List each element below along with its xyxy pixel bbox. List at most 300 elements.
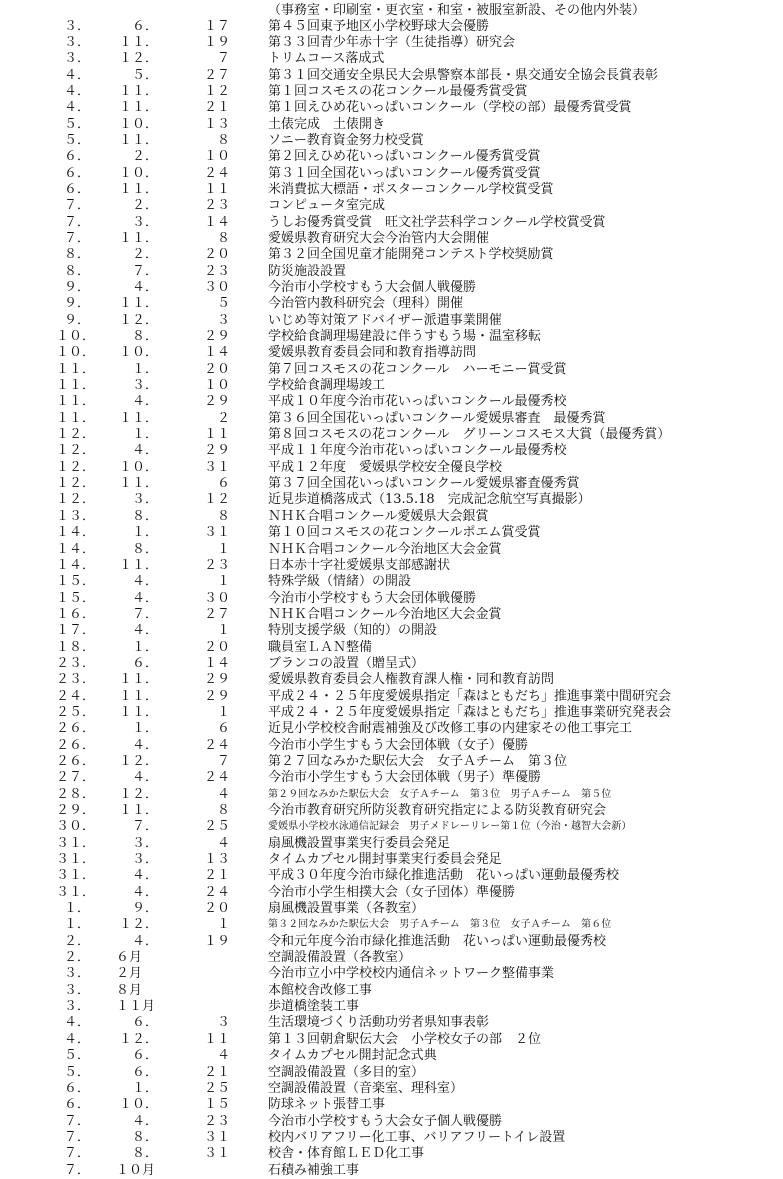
row-event: 第３６回全国花いっぱいコンクール愛媛県審査 最優秀賞 [268, 410, 606, 426]
row-year: １１． [56, 378, 96, 394]
history-row [0, 166, 783, 182]
row-day: １５ [203, 1097, 230, 1113]
row-day: ６ [216, 721, 230, 737]
history-row [0, 950, 783, 966]
history-row [0, 672, 783, 688]
history-row [0, 215, 783, 231]
row-month: ３． [131, 835, 158, 851]
row-day: ２７ [203, 67, 230, 83]
row-date [0, 623, 262, 639]
row-event: 第３１回交通安全県民大会県警察本部長・県交通安全協会長賞表彰 [268, 67, 659, 83]
history-row [0, 427, 783, 443]
row-date [0, 574, 262, 590]
history-row [0, 84, 783, 100]
row-month: １． [131, 721, 158, 737]
row-day: １１ [203, 1031, 230, 1047]
row-event: 平成２４・２５年度愛媛県指定「森はともだち」推進事業研究発表会 [268, 704, 672, 720]
history-row [0, 689, 783, 705]
row-date [0, 100, 262, 116]
row-date [0, 1146, 262, 1162]
row-day: １ [216, 541, 230, 557]
row-year: １４． [56, 541, 96, 557]
row-year: ４． [63, 67, 90, 83]
row-date [0, 1097, 262, 1113]
row-year: １． [63, 917, 90, 933]
row-month: ３． [131, 492, 158, 508]
row-month: ２． [131, 198, 158, 214]
row-date [0, 394, 262, 410]
row-month: ２月 [116, 966, 143, 982]
row-month: ６月 [116, 950, 143, 966]
row-month: １０． [118, 116, 158, 132]
row-event: 平成３０年度今治市緑化推進活動 花いっぱい運動最優秀校 [268, 868, 620, 884]
history-row [0, 100, 783, 116]
row-date [0, 460, 262, 476]
row-day: １９ [203, 34, 230, 50]
row-year: ７． [63, 1113, 90, 1129]
row-year: ２３． [56, 672, 96, 688]
row-month: １１． [118, 688, 158, 704]
row-day: ２７ [203, 606, 230, 622]
row-event: 第３１回全国花いっぱいコンクール優秀賞受賞 [268, 165, 541, 181]
row-event: 今治市小学校すもう大会団体戦優勝 [268, 590, 477, 606]
row-year: ６． [63, 149, 90, 165]
row-month: １１月 [116, 999, 156, 1015]
row-day: １１ [203, 181, 230, 197]
row-month: １． [131, 361, 158, 377]
row-month: ４． [131, 737, 158, 753]
row-month: ８． [131, 329, 158, 345]
history-row [0, 787, 783, 803]
row-month: ６． [131, 1064, 158, 1080]
row-year: ２９． [56, 803, 96, 818]
row-year: ３０． [56, 819, 96, 835]
row-date [0, 819, 262, 835]
row-event: 愛媛県小学校水泳通信記録会 男子メドレーリレー第１位（今治・越智大会新） [268, 821, 632, 833]
row-day: ５ [216, 296, 230, 312]
row-year: ２３． [56, 655, 96, 671]
row-event: ＮＨＫ合唱コンクール愛媛県大会銀賞 [268, 508, 489, 524]
row-event: 今治市小学校すもう大会女子個人戦優勝 [268, 1113, 503, 1129]
row-day: ２９ [203, 443, 230, 459]
row-date [0, 885, 262, 901]
row-month: ６． [131, 1015, 158, 1031]
history-row [0, 607, 783, 623]
row-event: 第８回コスモスの花コンクール グリーンコスモス大賞（最優秀賞） [268, 427, 671, 443]
row-year: ４． [63, 100, 90, 116]
row-day: ２３ [203, 1113, 230, 1129]
history-row [0, 836, 783, 852]
row-day: ２０ [203, 901, 230, 917]
row-event: 平成１０年度今治市花いっぱいコンクール最優秀校 [268, 394, 567, 410]
row-month: ８． [131, 1146, 158, 1162]
row-year: ３． [63, 966, 90, 982]
row-date [0, 133, 262, 149]
row-day: １４ [203, 214, 230, 230]
row-day: ２ [216, 410, 230, 426]
row-day: １４ [203, 345, 230, 361]
row-day: １４ [203, 655, 230, 671]
row-event: 日本赤十字社愛媛県支部感謝状 [268, 557, 451, 573]
row-year: １２． [56, 443, 96, 459]
row-date [0, 296, 262, 312]
row-year: ３１． [56, 884, 96, 900]
row-event: 特殊学級（情緒）の開設 [268, 574, 412, 590]
row-event: 校舎・体育館ＬＥＤ化工事 [268, 1146, 425, 1162]
history-row [0, 394, 783, 410]
row-month: ３． [131, 852, 158, 868]
row-event: 第３３回青少年赤十字（生徒指導）研究会 [268, 34, 516, 50]
row-event: 防球ネット張替工事 [268, 1097, 386, 1113]
row-day: １０ [203, 149, 230, 165]
row-month: １２． [118, 51, 158, 67]
row-day: ２９ [203, 688, 230, 704]
row-date [0, 345, 262, 361]
row-year: １３． [56, 508, 96, 524]
row-event: ソニー教育資金努力校受賞 [268, 132, 424, 148]
history-row [0, 574, 783, 590]
row-day: ２９ [203, 394, 230, 410]
history-row [0, 770, 783, 786]
row-day: ７ [216, 51, 230, 67]
row-day: ２１ [203, 100, 230, 116]
row-date [0, 770, 262, 786]
row-month: ８． [131, 508, 158, 524]
row-event: タイムカプセル開封事業実行委員会発足 [268, 852, 502, 868]
row-event: 石積み補強工事 [268, 1162, 360, 1178]
row-date [0, 525, 262, 541]
history-row [0, 852, 783, 868]
row-year: ５． [63, 132, 90, 148]
row-event: 今治市立小中学校校内通信ネットワーク整備事業 [268, 966, 555, 982]
row-year: ２． [63, 950, 90, 966]
row-day: ７ [216, 753, 230, 769]
row-day: ３ [216, 312, 230, 328]
row-event: ＮＨＫ合唱コンクール今治地区大会金賞 [268, 606, 502, 622]
history-row [0, 1130, 783, 1146]
row-month: １１． [118, 230, 158, 246]
row-day: ２５ [203, 1080, 230, 1096]
row-event: 愛媛県教育委員会同和教育指導訪問 [268, 345, 477, 361]
row-year: ８． [63, 247, 90, 263]
history-row [0, 1114, 783, 1130]
row-day: ２０ [203, 361, 230, 377]
row-month: １． [131, 639, 158, 655]
history-row [0, 345, 783, 361]
row-date [0, 35, 262, 51]
row-month: １０月 [116, 1162, 156, 1178]
history-row [0, 885, 783, 901]
row-day: １３ [203, 852, 230, 868]
row-month: １１． [118, 296, 158, 312]
row-month: ６． [131, 18, 158, 34]
row-event: 扇風機設置事業（各教室） [268, 901, 425, 917]
row-year: ３． [63, 34, 90, 50]
row-year: ８． [63, 263, 90, 279]
row-event: 職員室ＬＡＮ整備 [268, 639, 373, 655]
row-event: 扇風機設置事業実行委員会発足 [268, 835, 451, 851]
row-month: １１． [118, 410, 158, 426]
row-year: ６． [63, 1097, 90, 1113]
history-row [0, 264, 783, 280]
row-year: ３． [63, 18, 90, 34]
row-date [0, 51, 262, 67]
row-event: 第１回えひめ花いっぱいコンクール（学校の部）最優秀賞受賞 [268, 100, 632, 116]
row-event: 第４５回東予地区小学校野球大会優勝 [268, 18, 490, 34]
history-row [0, 640, 783, 656]
row-date [0, 280, 262, 296]
row-year: ９． [63, 312, 90, 328]
history-row [0, 525, 783, 541]
row-day: ３０ [203, 280, 230, 295]
row-year: ２． [63, 933, 90, 949]
row-event: コンピュータ室完成 [268, 198, 386, 214]
history-row [0, 476, 783, 492]
history-row [0, 411, 783, 427]
row-year: ２７． [56, 770, 96, 786]
row-year: １８． [56, 639, 96, 655]
history-row [0, 966, 783, 982]
row-day: ３１ [203, 525, 230, 541]
row-day: ３１ [203, 1129, 230, 1145]
history-row [0, 492, 783, 508]
row-month: ４． [131, 623, 158, 639]
history-row [0, 868, 783, 884]
row-day: ３１ [203, 1146, 230, 1162]
row-year: ５． [63, 116, 90, 132]
row-event: 歩道橋塗装工事 [268, 999, 360, 1015]
row-event: トリムコース落成式 [268, 51, 385, 67]
row-date [0, 509, 262, 525]
row-event: いじめ等対策アドバイザー派遣事業開催 [268, 312, 502, 328]
history-row [0, 443, 783, 459]
row-event: 学校給食調理場建設に伴うすもう場・温室移転 [268, 329, 542, 345]
row-event: 生活環境づくり活動功労者県知事表彰 [268, 1015, 490, 1031]
row-month: ４． [131, 443, 158, 459]
row-date [0, 1163, 262, 1179]
row-month: １２． [118, 786, 158, 802]
row-month: ４． [131, 574, 158, 590]
row-year: ３１． [56, 868, 96, 884]
row-event: 第３２回全国児童才能開発コンテスト学校奨励賞 [268, 247, 554, 263]
history-row [0, 1097, 783, 1113]
row-month: ３． [131, 378, 158, 394]
row-day: ２９ [203, 672, 230, 688]
row-date [0, 640, 262, 656]
history-row [0, 1065, 783, 1081]
row-year: ３． [63, 982, 90, 998]
history-row [0, 149, 783, 165]
row-date [0, 149, 262, 165]
row-day: １７ [203, 18, 230, 34]
row-year: ４． [63, 1031, 90, 1047]
row-date [0, 836, 262, 852]
history-row [0, 656, 783, 672]
row-month: １１． [118, 704, 158, 720]
history-row [0, 542, 783, 558]
row-day: ４ [216, 1048, 230, 1064]
row-year: ２５． [56, 704, 96, 720]
row-date [0, 672, 262, 688]
row-date [0, 68, 262, 84]
history-row [0, 51, 783, 67]
row-year: ３． [63, 999, 90, 1015]
history-row [0, 591, 783, 607]
row-date [0, 689, 262, 705]
history-row [0, 819, 783, 835]
row-month: ２． [131, 247, 158, 263]
history-row [0, 247, 783, 263]
row-month: ７． [131, 263, 158, 279]
row-day: ３０ [203, 590, 230, 606]
row-event: 愛媛県教育研究大会今治管内大会開催 [268, 230, 490, 246]
row-event: うしお優秀賞受賞 旺文社学芸科学コンクール学校賞受賞 [268, 214, 606, 230]
history-row [0, 754, 783, 770]
row-year: ７． [63, 1129, 90, 1145]
row-date [0, 117, 262, 133]
row-event: 第２回えひめ花いっぱいコンクール優秀賞受賞 [268, 149, 541, 165]
row-day: ２９ [203, 329, 230, 345]
row-day: ２３ [203, 263, 230, 279]
row-event: 近見歩道橋落成式（13.5.18 完成記念航空写真撮影） [268, 492, 591, 508]
row-day: ２３ [203, 198, 230, 214]
row-date [0, 738, 262, 754]
row-event: 校内バリアフリー化工事、バリアフリートイレ設置 [268, 1129, 566, 1145]
history-row [0, 999, 783, 1015]
row-day: ２０ [203, 639, 230, 655]
row-year: ３１． [56, 835, 96, 851]
row-date [0, 656, 262, 672]
row-year: ７． [63, 230, 90, 246]
row-event: 米消費拡大標語・ポスターコンクール学校賞受賞 [268, 181, 554, 197]
row-year: １０． [56, 329, 96, 345]
row-event: 空調設備設置（音楽室、理科室） [268, 1080, 464, 1096]
row-date [0, 591, 262, 607]
row-date [0, 950, 262, 966]
history-row [0, 362, 783, 378]
row-year: ６． [63, 165, 90, 181]
row-day: １０ [203, 378, 230, 394]
row-event: 今治市小学生すもう大会団体戦（男子）準優勝 [268, 770, 542, 786]
row-day: ３ [216, 1015, 230, 1031]
row-date [0, 705, 262, 721]
row-date [0, 182, 262, 198]
row-day: １２ [203, 492, 230, 508]
row-year: ４． [63, 1015, 90, 1031]
row-year: ３． [63, 51, 90, 67]
row-day: ８ [216, 230, 230, 246]
row-month: ８． [131, 541, 158, 557]
row-day: ２３ [203, 557, 230, 573]
row-event: 防災施設設置 [268, 263, 347, 279]
row-day: １ [216, 623, 230, 639]
row-date [0, 1048, 262, 1064]
row-event: 今治市小学生すもう大会団体戦（女子）優勝 [268, 737, 529, 753]
history-row [0, 280, 783, 296]
row-event: 第１３回朝倉駅伝大会 小学校女子の部 ２位 [268, 1031, 542, 1047]
history-row [0, 623, 783, 639]
row-date [0, 1130, 262, 1146]
row-day: １ [216, 574, 230, 590]
row-date [0, 1065, 262, 1081]
row-date [0, 901, 262, 917]
row-year: １５． [56, 574, 96, 590]
row-month: １１． [118, 34, 158, 50]
row-month: １１． [118, 132, 158, 148]
history-row [0, 117, 783, 133]
row-date [0, 983, 262, 999]
row-event: 第３２回なみかた駅伝大会 男子Ａチーム 第３位 女子Ａチーム 第６位 [268, 919, 612, 931]
row-year: ２６． [56, 753, 96, 769]
row-date [0, 247, 262, 263]
continuation-line: （事務室・印刷室・更衣室・和室・被服室新設、その他内外装） [268, 3, 646, 18]
row-event: 学校給食調理場竣工 [268, 378, 386, 394]
row-month: ４． [131, 1113, 158, 1129]
row-month: １１． [118, 100, 158, 116]
row-date [0, 362, 262, 378]
row-date [0, 542, 262, 558]
history-row [0, 1163, 783, 1179]
row-year: ９． [63, 296, 90, 312]
row-date [0, 1032, 262, 1048]
row-year: １１． [56, 394, 96, 410]
row-date [0, 917, 262, 933]
history-row [0, 1032, 783, 1048]
history-row [0, 705, 783, 721]
row-date [0, 476, 262, 492]
row-year: ７． [63, 214, 90, 230]
history-row [0, 231, 783, 247]
row-date [0, 313, 262, 329]
row-month: ７． [131, 819, 158, 835]
history-row [0, 35, 783, 51]
row-date [0, 803, 262, 819]
row-event: タイムカプセル開封記念式典 [268, 1048, 437, 1064]
row-year: ２６． [56, 737, 96, 753]
row-month: １１． [118, 181, 158, 197]
row-day: ８ [216, 803, 230, 818]
row-event: 平成１１年度今治市花いっぱいコンクール最優秀校 [268, 443, 567, 459]
history-row [0, 198, 783, 214]
row-day: ２０ [203, 247, 230, 263]
row-month: １２． [118, 312, 158, 328]
history-row [0, 19, 783, 35]
row-year: ７． [63, 1162, 90, 1178]
row-date [0, 754, 262, 770]
row-date [0, 427, 262, 443]
row-month: ４． [131, 933, 158, 949]
row-year: １１． [56, 361, 96, 377]
row-event: 今治市教育研究所防災教育研究指定による防災教育研究会 [268, 803, 607, 818]
row-month: １０． [118, 165, 158, 181]
row-year: ７． [63, 198, 90, 214]
row-day: ２４ [203, 165, 230, 181]
row-event: 第２７回なみかた駅伝大会 女子Ａチーム 第３位 [268, 753, 568, 769]
row-event: 第１０回コスモスの花コンクールポエム賞受賞 [268, 525, 541, 541]
row-year: ２８． [56, 786, 96, 802]
history-row [0, 901, 783, 917]
row-date [0, 934, 262, 950]
row-date [0, 215, 262, 231]
row-year: １２． [56, 476, 96, 492]
row-date [0, 852, 262, 868]
row-year: ７． [63, 1146, 90, 1162]
row-month: ５． [131, 67, 158, 83]
history-row [0, 378, 783, 394]
row-date [0, 492, 262, 508]
row-month: １． [131, 525, 158, 541]
row-day: ２５ [203, 819, 230, 835]
